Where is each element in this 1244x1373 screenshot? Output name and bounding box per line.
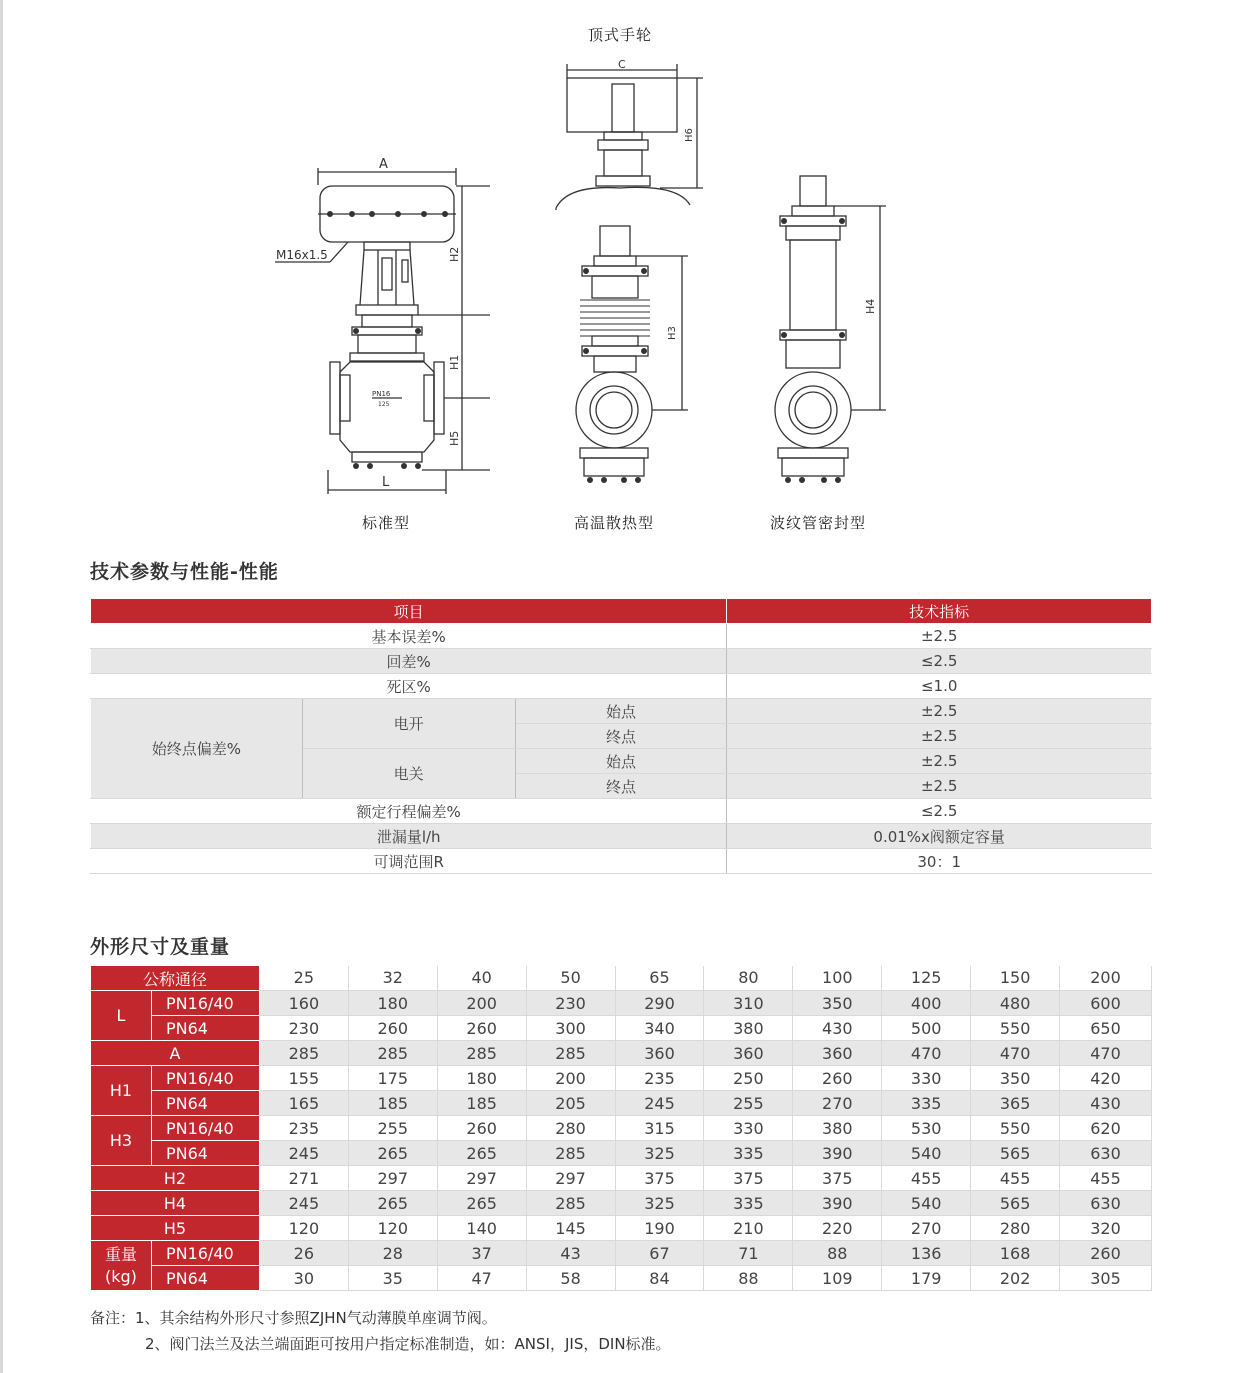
cell-value: 350 bbox=[793, 991, 882, 1016]
row-label: H3 bbox=[91, 1116, 152, 1166]
row-label: 额定行程偏差% bbox=[91, 799, 727, 824]
table-row bbox=[91, 966, 1152, 991]
cell-value: 265 bbox=[437, 1141, 526, 1166]
cell-value: 375 bbox=[704, 1166, 793, 1191]
row-value: ±2.5 bbox=[727, 699, 1152, 724]
cell-value: 360 bbox=[615, 1041, 704, 1066]
pressure-class-label: PN16/40 bbox=[151, 1241, 259, 1266]
electric-close-label: 电关 bbox=[302, 749, 515, 799]
cell-value: 160 bbox=[259, 991, 348, 1016]
dim-H1-label: H1 bbox=[448, 354, 461, 370]
cell-value: 285 bbox=[259, 1041, 348, 1066]
cell-value: 335 bbox=[882, 1091, 971, 1116]
cell-value: 260 bbox=[348, 1016, 437, 1041]
header-spec: 技术指标 bbox=[727, 599, 1152, 624]
cell-value: 630 bbox=[1060, 1191, 1152, 1216]
dim-H4-label: H4 bbox=[864, 298, 877, 314]
cell-value: 335 bbox=[704, 1191, 793, 1216]
cell-value: 335 bbox=[704, 1141, 793, 1166]
cell-value: 285 bbox=[526, 1141, 615, 1166]
cell-value: 265 bbox=[348, 1141, 437, 1166]
cell-value: 285 bbox=[348, 1041, 437, 1066]
cell-value: 280 bbox=[971, 1216, 1060, 1241]
cell-value: 380 bbox=[704, 1016, 793, 1041]
cell-value: 500 bbox=[882, 1016, 971, 1041]
cell-value: 100 bbox=[793, 966, 882, 991]
cell-value: 455 bbox=[971, 1166, 1060, 1191]
cell-value: 180 bbox=[437, 1066, 526, 1091]
pressure-class-label: PN64 bbox=[151, 1141, 259, 1166]
cell-value: 320 bbox=[1060, 1216, 1152, 1241]
cell-value: 297 bbox=[437, 1166, 526, 1191]
tech-spec-table bbox=[90, 598, 1152, 874]
cell-value: 260 bbox=[793, 1066, 882, 1091]
table-row bbox=[91, 1016, 1152, 1041]
electric-open-label: 电开 bbox=[302, 699, 515, 749]
row-value: 0.01%x阀额定容量 bbox=[727, 824, 1152, 849]
cell-value: 330 bbox=[704, 1116, 793, 1141]
cell-value: 165 bbox=[259, 1091, 348, 1116]
cell-value: 179 bbox=[882, 1266, 971, 1291]
cell-value: 470 bbox=[882, 1041, 971, 1066]
row-label: H5 bbox=[91, 1216, 260, 1241]
table-row bbox=[91, 1266, 1152, 1291]
cell-value: 136 bbox=[882, 1241, 971, 1266]
cell-value: 330 bbox=[882, 1066, 971, 1091]
row-label: 死区% bbox=[91, 674, 727, 699]
note-line-2: 2、阀门法兰及法兰端面距可按用户指定标准制造，如：ANSI，JIS，DIN标准。 bbox=[145, 1335, 671, 1353]
cell-value: 220 bbox=[793, 1216, 882, 1241]
standard-type-label: 标准型 bbox=[362, 514, 411, 532]
cell-value: 540 bbox=[882, 1141, 971, 1166]
dim-A-label: A bbox=[379, 157, 388, 172]
dim-section-title: 外形尺寸及重量 bbox=[90, 936, 231, 958]
cell-value: 145 bbox=[526, 1216, 615, 1241]
cell-value: 630 bbox=[1060, 1141, 1152, 1166]
cell-value: 140 bbox=[437, 1216, 526, 1241]
end-point-label: 终点 bbox=[515, 774, 727, 799]
cell-value: 305 bbox=[1060, 1266, 1152, 1291]
cell-value: 230 bbox=[259, 1016, 348, 1041]
cell-value: 360 bbox=[793, 1041, 882, 1066]
row-value: 30：1 bbox=[727, 849, 1152, 874]
cell-value: 455 bbox=[1060, 1166, 1152, 1191]
cell-value: 205 bbox=[526, 1091, 615, 1116]
cell-value: 270 bbox=[793, 1091, 882, 1116]
cell-value: 620 bbox=[1060, 1116, 1152, 1141]
cell-value: 350 bbox=[971, 1066, 1060, 1091]
cell-value: 270 bbox=[882, 1216, 971, 1241]
cell-value: 245 bbox=[259, 1141, 348, 1166]
cell-value: 88 bbox=[793, 1241, 882, 1266]
table-row bbox=[91, 799, 1152, 824]
table-row bbox=[91, 1166, 1152, 1191]
end-point-label: 终点 bbox=[515, 724, 727, 749]
cell-value: 80 bbox=[704, 966, 793, 991]
row-label: 泄漏量l/h bbox=[91, 824, 727, 849]
cell-value: 260 bbox=[1060, 1241, 1152, 1266]
cell-value: 109 bbox=[793, 1266, 882, 1291]
row-value: ≤1.0 bbox=[727, 674, 1152, 699]
cell-value: 155 bbox=[259, 1066, 348, 1091]
cell-value: 37 bbox=[437, 1241, 526, 1266]
cell-value: 375 bbox=[793, 1166, 882, 1191]
row-label: 公称通径 bbox=[91, 966, 260, 991]
cell-value: 58 bbox=[526, 1266, 615, 1291]
cell-value: 340 bbox=[615, 1016, 704, 1041]
table-row bbox=[91, 1091, 1152, 1116]
notes bbox=[90, 1305, 671, 1357]
header-item: 项目 bbox=[91, 599, 727, 624]
cell-value: 120 bbox=[259, 1216, 348, 1241]
dim-H2-label: H2 bbox=[448, 246, 461, 262]
cell-value: 202 bbox=[971, 1266, 1060, 1291]
cell-value: 290 bbox=[615, 991, 704, 1016]
table-row bbox=[91, 1241, 1152, 1266]
cell-value: 28 bbox=[348, 1241, 437, 1266]
cell-value: 35 bbox=[348, 1266, 437, 1291]
start-end-label: 始终点偏差% bbox=[91, 699, 303, 799]
row-label: H2 bbox=[91, 1166, 260, 1191]
pressure-class-label: PN16/40 bbox=[151, 1116, 259, 1141]
cell-value: 470 bbox=[971, 1041, 1060, 1066]
cell-value: 265 bbox=[348, 1191, 437, 1216]
cell-value: 26 bbox=[259, 1241, 348, 1266]
row-value: ±2.5 bbox=[727, 624, 1152, 649]
cell-value: 280 bbox=[526, 1116, 615, 1141]
row-value: ±2.5 bbox=[727, 774, 1152, 799]
table-row bbox=[91, 1041, 1152, 1066]
table-row bbox=[91, 1066, 1152, 1091]
cell-value: 600 bbox=[1060, 991, 1152, 1016]
top-handwheel-title: 顶式手轮 bbox=[588, 26, 653, 44]
cell-value: 550 bbox=[971, 1016, 1060, 1041]
cell-value: 650 bbox=[1060, 1016, 1152, 1041]
row-value: ±2.5 bbox=[727, 724, 1152, 749]
cell-value: 84 bbox=[615, 1266, 704, 1291]
cell-value: 71 bbox=[704, 1241, 793, 1266]
cell-value: 255 bbox=[348, 1116, 437, 1141]
cell-value: 285 bbox=[437, 1041, 526, 1066]
row-value: ≤2.5 bbox=[727, 649, 1152, 674]
cell-value: 297 bbox=[348, 1166, 437, 1191]
cell-value: 565 bbox=[971, 1141, 1060, 1166]
cell-value: 200 bbox=[526, 1066, 615, 1091]
cell-value: 250 bbox=[704, 1066, 793, 1091]
table-row bbox=[91, 849, 1152, 874]
cell-value: 285 bbox=[526, 1191, 615, 1216]
cell-value: 255 bbox=[704, 1091, 793, 1116]
cell-value: 32 bbox=[348, 966, 437, 991]
cell-value: 120 bbox=[348, 1216, 437, 1241]
valve-drawings bbox=[0, 0, 1244, 540]
cell-value: 25 bbox=[259, 966, 348, 991]
bellows-type-label: 波纹管密封型 bbox=[770, 514, 867, 532]
table-row bbox=[91, 674, 1152, 699]
pressure-class-label: PN64 bbox=[151, 1266, 259, 1291]
row-label: H1 bbox=[91, 1066, 152, 1116]
cell-value: 185 bbox=[348, 1091, 437, 1116]
cell-value: 260 bbox=[437, 1116, 526, 1141]
row-label: A bbox=[91, 1041, 260, 1066]
cell-value: 210 bbox=[704, 1216, 793, 1241]
cell-value: 430 bbox=[793, 1016, 882, 1041]
pressure-class-label: PN64 bbox=[151, 1016, 259, 1041]
table-row bbox=[91, 624, 1152, 649]
high-temp-valve-drawing bbox=[576, 226, 688, 483]
row-value: ≤2.5 bbox=[727, 799, 1152, 824]
cell-value: 565 bbox=[971, 1191, 1060, 1216]
table-row bbox=[91, 1191, 1152, 1216]
cell-value: 235 bbox=[615, 1066, 704, 1091]
start-point-label: 始点 bbox=[515, 749, 727, 774]
nameplate-line-2: 125 bbox=[378, 401, 390, 408]
table-row bbox=[91, 699, 1152, 724]
row-value: ±2.5 bbox=[727, 749, 1152, 774]
cell-value: 235 bbox=[259, 1116, 348, 1141]
bellows-valve-drawing bbox=[775, 176, 886, 483]
cell-value: 245 bbox=[259, 1191, 348, 1216]
cell-value: 297 bbox=[526, 1166, 615, 1191]
cell-value: 470 bbox=[1060, 1041, 1152, 1066]
dimension-table bbox=[90, 965, 1152, 1291]
note-line-1: 备注：1、其余结构外形尺寸参照ZJHN气动薄膜单座调节阀。 bbox=[90, 1309, 497, 1327]
cell-value: 310 bbox=[704, 991, 793, 1016]
cell-value: 265 bbox=[437, 1191, 526, 1216]
cell-value: 365 bbox=[971, 1091, 1060, 1116]
row-label: 基本误差% bbox=[91, 624, 727, 649]
cell-value: 285 bbox=[526, 1041, 615, 1066]
row-label: L bbox=[91, 991, 152, 1041]
cell-value: 67 bbox=[615, 1241, 704, 1266]
cell-value: 540 bbox=[882, 1191, 971, 1216]
cell-value: 65 bbox=[615, 966, 704, 991]
cell-value: 360 bbox=[704, 1041, 793, 1066]
weight-label-line-2: (kg) bbox=[105, 1266, 137, 1286]
cell-value: 30 bbox=[259, 1266, 348, 1291]
cell-value: 185 bbox=[437, 1091, 526, 1116]
cell-value: 390 bbox=[793, 1141, 882, 1166]
row-label: 可调范围R bbox=[91, 849, 727, 874]
cell-value: 315 bbox=[615, 1116, 704, 1141]
cell-value: 480 bbox=[971, 991, 1060, 1016]
cell-value: 230 bbox=[526, 991, 615, 1016]
cell-value: 455 bbox=[882, 1166, 971, 1191]
cell-value: 550 bbox=[971, 1116, 1060, 1141]
pressure-class-label: PN64 bbox=[151, 1091, 259, 1116]
top-handwheel-drawing bbox=[556, 64, 703, 210]
thread-label: M16x1.5 bbox=[276, 248, 328, 262]
table-row bbox=[91, 991, 1152, 1016]
cell-value: 47 bbox=[437, 1266, 526, 1291]
cell-value: 168 bbox=[971, 1241, 1060, 1266]
cell-value: 400 bbox=[882, 991, 971, 1016]
cell-value: 300 bbox=[526, 1016, 615, 1041]
cell-value: 530 bbox=[882, 1116, 971, 1141]
dim-L-label: L bbox=[382, 475, 390, 490]
cell-value: 245 bbox=[615, 1091, 704, 1116]
pressure-class-label: PN16/40 bbox=[151, 1066, 259, 1091]
cell-value: 88 bbox=[704, 1266, 793, 1291]
cell-value: 50 bbox=[526, 966, 615, 991]
table-row bbox=[91, 1216, 1152, 1241]
table-row bbox=[91, 1116, 1152, 1141]
cell-value: 271 bbox=[259, 1166, 348, 1191]
start-point-label: 始点 bbox=[515, 699, 727, 724]
cell-value: 150 bbox=[971, 966, 1060, 991]
cell-value: 125 bbox=[882, 966, 971, 991]
cell-value: 260 bbox=[437, 1016, 526, 1041]
dim-H5-label: H5 bbox=[448, 430, 461, 446]
cell-value: 200 bbox=[1060, 966, 1152, 991]
cell-value: 380 bbox=[793, 1116, 882, 1141]
weight-label bbox=[91, 1241, 152, 1291]
cell-value: 43 bbox=[526, 1241, 615, 1266]
pressure-class-label: PN16/40 bbox=[151, 991, 259, 1016]
table-row bbox=[91, 649, 1152, 674]
cell-value: 430 bbox=[1060, 1091, 1152, 1116]
cell-value: 190 bbox=[615, 1216, 704, 1241]
row-label: 回差% bbox=[91, 649, 727, 674]
nameplate-line-1: PN16 bbox=[372, 390, 391, 398]
cell-value: 180 bbox=[348, 991, 437, 1016]
cell-value: 325 bbox=[615, 1191, 704, 1216]
tech-section-title: 技术参数与性能-性能 bbox=[90, 561, 279, 583]
cell-value: 40 bbox=[437, 966, 526, 991]
dim-H6-label: H6 bbox=[684, 128, 695, 142]
cell-value: 175 bbox=[348, 1066, 437, 1091]
cell-value: 200 bbox=[437, 991, 526, 1016]
cell-value: 325 bbox=[615, 1141, 704, 1166]
high-temp-type-label: 高温散热型 bbox=[574, 514, 655, 532]
table-row bbox=[91, 1141, 1152, 1166]
dim-C-label: C bbox=[618, 58, 626, 71]
row-label: H4 bbox=[91, 1191, 260, 1216]
table-row bbox=[91, 824, 1152, 849]
dim-H3-label: H3 bbox=[667, 326, 678, 340]
weight-label-line-1: 重量 bbox=[104, 1244, 137, 1264]
cell-value: 390 bbox=[793, 1191, 882, 1216]
cell-value: 375 bbox=[615, 1166, 704, 1191]
cell-value: 420 bbox=[1060, 1066, 1152, 1091]
